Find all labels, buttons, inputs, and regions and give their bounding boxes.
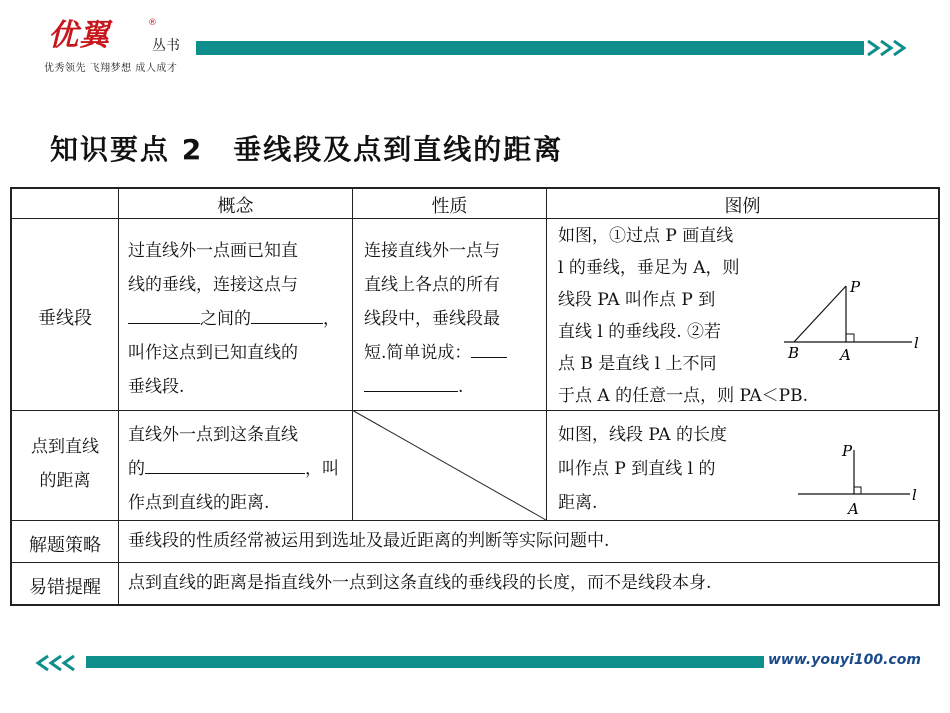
figure-label-b: B — [788, 344, 800, 362]
col-header-property: 性质 — [431, 196, 468, 217]
series-label: 丛书 — [152, 38, 180, 54]
strategy-text: 垂线段的性质经常被运用到选址及最近距离的判断等实际问题中. — [128, 531, 610, 551]
figure-label-p: P — [850, 278, 861, 296]
perpendicular-segment-figure — [778, 278, 938, 364]
figure-label-a: A — [840, 346, 851, 364]
footer-url-link[interactable]: www.youyi100.com — [768, 652, 921, 668]
property-text-perpendicular-segment: 连接直线外一点与 直线上各点的所有 线段中，垂线段最 短.简单说成： . — [364, 234, 542, 404]
brand-logo: 优翼 — [48, 18, 110, 53]
empty-cell-diagonal — [352, 410, 547, 521]
brand-slogan: 优秀领先 飞翔梦想 成人成才 — [44, 63, 178, 74]
col-header-concept: 概念 — [217, 196, 254, 217]
row-label-point-line-distance: 点到直线 的距离 — [31, 437, 99, 491]
concept-text-perpendicular-segment: 过直线外一点画已知直 线的垂线，连接这点与 之间的 ， 叫作这点到已知直线的 垂线段. — [128, 241, 340, 397]
footer-decor-bar — [86, 656, 764, 668]
answer-blank[interactable] — [471, 340, 507, 358]
col-header-example: 图例 — [724, 196, 761, 217]
section-title: 知识要点 2 垂线段及点到直线的距离 — [50, 133, 564, 166]
row-label-strategy: 解题策略 — [29, 535, 101, 556]
point-line-distance-figure — [796, 438, 936, 518]
answer-blank[interactable] — [145, 456, 305, 474]
example-text-perpendicular-segment: 如图，①过点 P 画直线 l 的垂线，垂足为 A，则 线段 PA 叫作点 P 到 直线 l 的垂线段. ②若 点 B 是直线 l 上不同 于点 A 的任意一点，则 PA＜PB. — [558, 226, 808, 406]
row-label-mistake-reminder: 易错提醒 — [29, 577, 101, 598]
answer-blank[interactable] — [364, 374, 458, 392]
figure-label-l: l — [914, 334, 919, 352]
row-label-perpendicular-segment: 垂线段 — [38, 308, 92, 329]
example-text-point-line-distance: 如图，线段 PA 的长度 叫作点 P 到直线 l 的 距离. — [558, 425, 727, 513]
answer-blank[interactable] — [251, 306, 323, 324]
concept-text-point-line-distance: 直线外一点到这条直线 的 ，叫 作点到直线的距离. — [128, 425, 339, 513]
registered-mark: ® — [148, 18, 157, 28]
chevron-left-icon — [34, 653, 84, 673]
figure-label-p: P — [842, 442, 853, 460]
mistake-reminder-text: 点到直线的距离是指直线外一点到这条直线的垂线段的长度，而不是线段本身. — [128, 573, 712, 593]
figure-label-l: l — [912, 486, 917, 504]
answer-blank[interactable] — [128, 306, 200, 324]
figure-label-a: A — [848, 500, 859, 518]
